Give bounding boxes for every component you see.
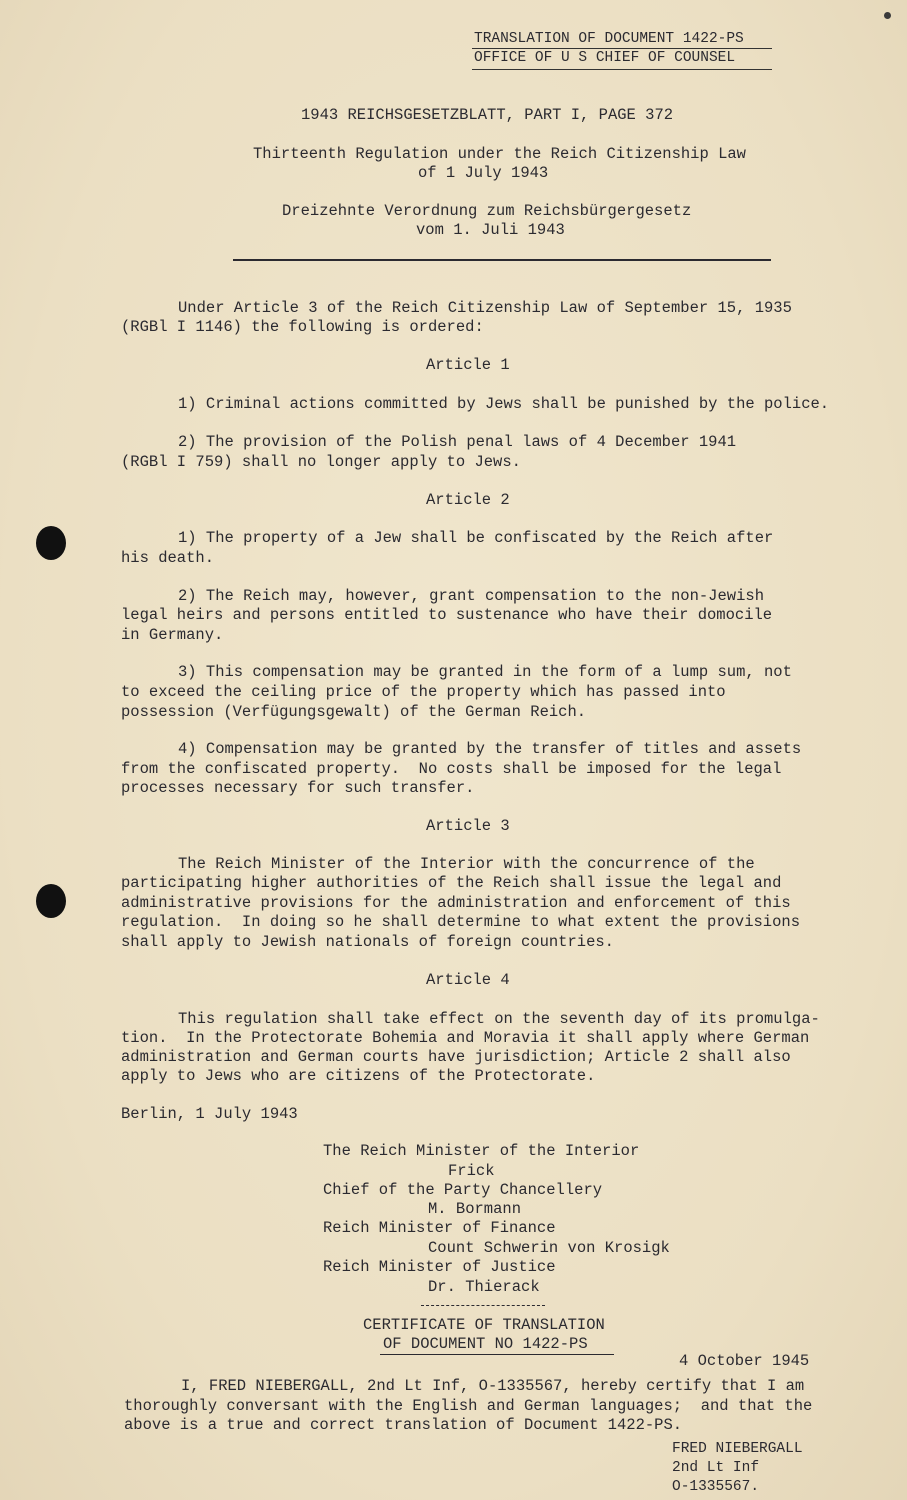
article2-heading: Article 2 <box>426 491 510 509</box>
title-german-line1: Dreizehnte Verordnung zum Reichsbürgergesetz <box>282 202 692 220</box>
ink-speck <box>884 12 891 19</box>
signatory1-title: The Reich Minister of the Interior <box>323 1142 640 1160</box>
certifier-name: FRED NIEBERGALL <box>672 1441 803 1457</box>
signatory4-title: Reich Minister of Justice <box>323 1258 556 1276</box>
article4-line1: This regulation shall take effect on the seventh day of its promulga- <box>178 1010 820 1028</box>
article4-line2: tion. In the Protectorate Bohemia and Moravia it shall apply where German <box>121 1029 810 1047</box>
article1-paragraph2-line2: (RGBl I 759) shall no longer apply to Jews. <box>121 453 521 471</box>
punch-hole-upper <box>36 526 66 560</box>
title-english-line1: Thirteenth Regulation under the Reich Citizenship Law <box>253 145 746 163</box>
signatory2-title: Chief of the Party Chancellery <box>323 1181 603 1199</box>
article1-paragraph2-line1: 2) The provision of the Polish penal laws of 4 December 1941 <box>178 433 737 451</box>
preamble-line2: (RGBl I 1146) the following is ordered: <box>121 318 484 336</box>
signatory2-name: M. Bormann <box>428 1200 522 1218</box>
signatory3-name: Count Schwerin von Krosigk <box>428 1239 670 1257</box>
article1-heading: Article 1 <box>426 356 510 374</box>
place-date: Berlin, 1 July 1943 <box>121 1105 298 1123</box>
header-translation-line: TRANSLATION OF DOCUMENT 1422-PS <box>474 31 744 47</box>
article4-line4: apply to Jews who are citizens of the Protectorate. <box>121 1067 596 1085</box>
article2-paragraph1-line2: his death. <box>121 549 215 567</box>
signatory1-name: Frick <box>448 1162 495 1180</box>
certificate-underline <box>380 1354 614 1355</box>
title-divider <box>233 259 771 261</box>
certificate-top-divider <box>421 1305 545 1306</box>
header-underline <box>472 69 772 70</box>
preamble-line1: Under Article 3 of the Reich Citizenship Law of September 15, 1935 <box>178 299 792 317</box>
article3-heading: Article 3 <box>426 817 510 835</box>
article2-paragraph2-line2: legal heirs and persons entitled to sustenance who have their domocile <box>121 606 773 624</box>
certificate-heading: CERTIFICATE OF TRANSLATION <box>363 1316 605 1334</box>
article3-line5: shall apply to Jewish nationals of foreign countries. <box>121 933 614 951</box>
article3-line1: The Reich Minister of the Interior with the concurrence of the <box>178 855 755 873</box>
header-office-line: OFFICE OF U S CHIEF OF COUNSEL <box>474 50 736 66</box>
article2-paragraph4-line1: 4) Compensation may be granted by the transfer of titles and assets <box>178 740 802 758</box>
article2-paragraph2-line1: 2) The Reich may, however, grant compensation to the non-Jewish <box>178 587 764 605</box>
certifier-serial: O-1335567. <box>672 1479 760 1495</box>
article3-line4: regulation. In doing so he shall determine to what extent the provisions <box>121 913 801 931</box>
signatory4-name: Dr. Thierack <box>428 1278 540 1296</box>
certificate-subheading: OF DOCUMENT NO 1422-PS <box>383 1335 588 1353</box>
article1-paragraph1: 1) Criminal actions committed by Jews shall be punished by the police. <box>178 395 830 413</box>
signatory3-title: Reich Minister of Finance <box>323 1219 556 1237</box>
certifier-rank: 2nd Lt Inf <box>672 1460 760 1476</box>
article2-paragraph4-line2: from the confiscated property. No costs shall be imposed for the legal <box>121 760 782 778</box>
article3-line3: administrative provisions for the administration and enforcement of this <box>121 894 791 912</box>
certificate-line1: I, FRED NIEBERGALL, 2nd Lt Inf, O-1335567, hereby certify that I am <box>181 1377 805 1395</box>
article2-paragraph3-line1: 3) This compensation may be granted in the form of a lump sum, not <box>178 663 792 681</box>
article2-paragraph1-line1: 1) The property of a Jew shall be confiscated by the Reich after <box>178 529 774 547</box>
article4-heading: Article 4 <box>426 971 510 989</box>
article2-paragraph2-line3: in Germany. <box>121 626 224 644</box>
certificate-line2: thoroughly conversant with the English and German languages; and that the <box>124 1397 813 1415</box>
punch-hole-lower <box>36 884 66 918</box>
title-german-line2: vom 1. Juli 1943 <box>416 221 565 239</box>
article2-paragraph3-line2: to exceed the ceiling price of the property which has passed into <box>121 683 726 701</box>
certificate-date: 4 October 1945 <box>679 1352 810 1370</box>
article3-line2: participating higher authorities of the Reich shall issue the legal and <box>121 874 782 892</box>
certificate-line3: above is a true and correct translation of Document 1422-PS. <box>124 1416 683 1434</box>
citation: 1943 REICHSGESETZBLATT, PART I, PAGE 372 <box>301 106 674 124</box>
title-english-line2: of 1 July 1943 <box>418 164 549 182</box>
article4-line3: administration and German courts have jurisdiction; Article 2 shall also <box>121 1048 791 1066</box>
article2-paragraph3-line3: possession (Verfügungsgewalt) of the German Reich. <box>121 703 587 721</box>
article2-paragraph4-line3: processes necessary for such transfer. <box>121 779 475 797</box>
